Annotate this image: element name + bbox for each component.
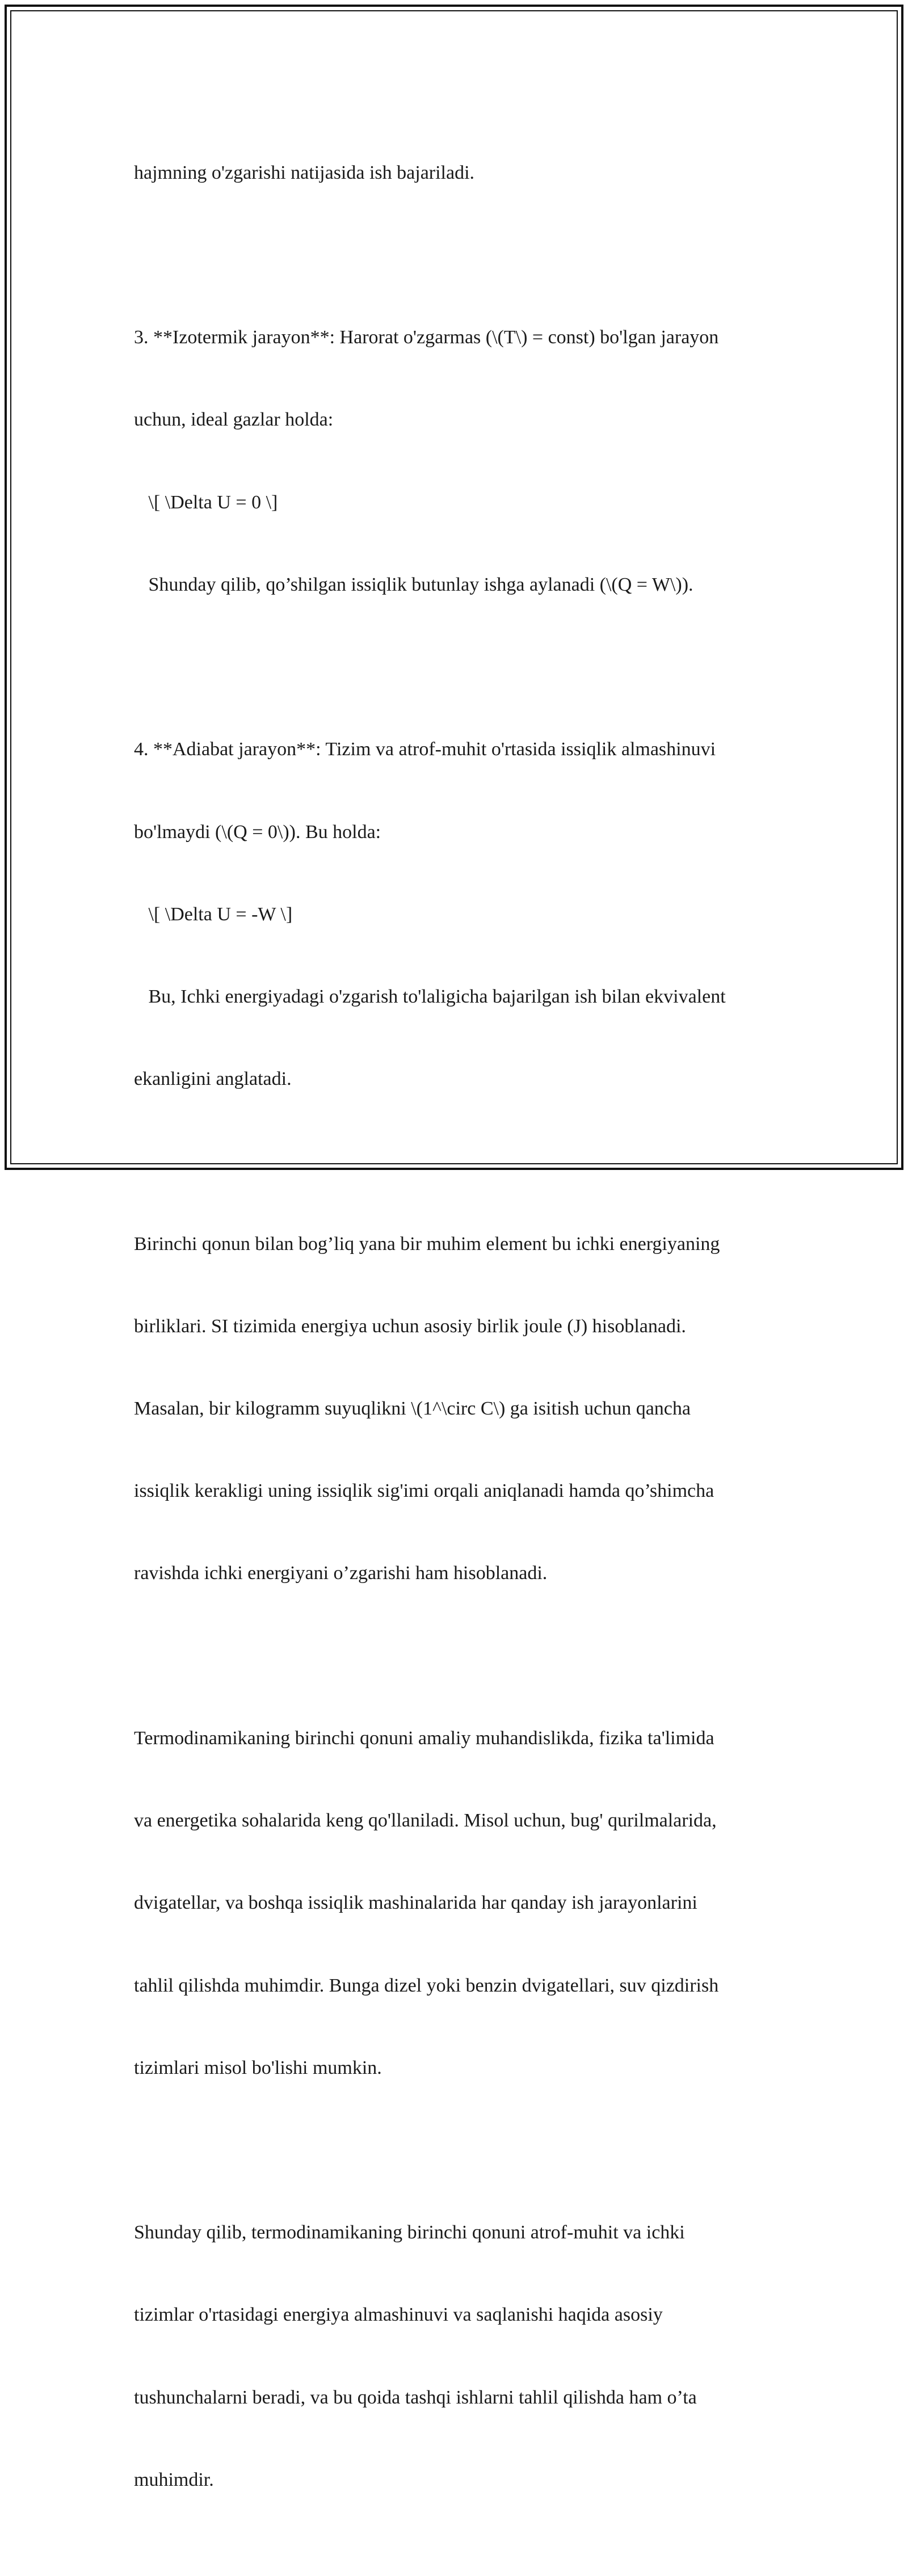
formula-line: \[ \Delta U = 0 \]: [134, 491, 278, 513]
text-line: Masalan, bir kilogramm suyuqlikni \(1^\circ C\) ga isitish uchun qancha: [134, 1398, 691, 1420]
text-line: hajmning o'zgarishi natijasida ish bajariladi.: [134, 162, 475, 183]
text-line: muhimdir.: [134, 2469, 214, 2490]
paragraph-conclusion: [134, 2164, 781, 2549]
text-line: tizimlari misol bo'lishi mumkin.: [134, 2057, 382, 2078]
formula-line: \[ \Delta U = -W \]: [134, 903, 293, 925]
text-line: 3. **Izotermik jarayon**: Harorat o'zgarmas (\(T\) = const) bo'lgan jarayon: [134, 327, 719, 348]
paragraph-1: [134, 104, 781, 242]
paragraph-applications: [134, 1670, 781, 2137]
paragraph-units: [134, 1176, 781, 1643]
text-line: birliklari. SI tizimida energiya uchun asosiy birlik joule (J) hisoblanadi.: [134, 1315, 686, 1337]
text-line: issiqlik kerakligi uning issiqlik sig'imi orqali aniqlanadi hamda qo’shimcha: [134, 1480, 714, 1502]
document-body: [134, 104, 781, 2576]
text-line: tushunchalarni beradi, va bu qoida tashqi ishlarni tahlil qilishda ham o’ta: [134, 2386, 697, 2408]
text-line: Termodinamikaning birinchi qonuni amaliy muhandislikda, fizika ta'limida: [134, 1727, 714, 1749]
text-line: va energetika sohalarida keng qo'llaniladi. Misol uchun, bug' qurilmalarida,: [134, 1810, 717, 1832]
text-line: Shunday qilib, qo’shilgan issiqlik butunlay ishga aylanadi (\(Q = W\)).: [134, 574, 693, 595]
text-line: ravishda ichki energiyani o’zgarishi ham hisoblanadi.: [134, 1563, 548, 1584]
text-line: dvigatellar, va boshqa issiqlik mashinalarida har qanday ish jarayonlarini: [134, 1892, 697, 1914]
text-line: Bu, Ichki energiyadagi o'zgarish to'laligicha bajarilgan ish bilan ekvivalent: [134, 986, 726, 1007]
paragraph-adiabatic: [134, 681, 781, 1148]
text-line: tizimlar o'rtasidagi energiya almashinuvi va saqlanishi haqida asosiy: [134, 2304, 663, 2326]
text-line: Shunday qilib, termodinamikaning birinchi qonuni atrof-muhit va ichki: [134, 2222, 685, 2244]
text-line: 4. **Adiabat jarayon**: Tizim va atrof-muhit o'rtasida issiqlik almashinuvi: [134, 739, 716, 760]
text-line: uchun, ideal gazlar holda:: [134, 409, 334, 431]
paragraph-isothermal: [134, 269, 781, 654]
text-line: tahlil qilishda muhimdir. Bunga dizel yoki benzin dvigatellari, suv qizdirish: [134, 1975, 719, 1996]
text-line: Birinchi qonun bilan bog’liq yana bir muhim element bu ichki energiyaning: [134, 1233, 720, 1255]
text-line: ekanligini anglatadi.: [134, 1068, 292, 1090]
text-line: bo'lmaydi (\(Q = 0\)). Bu holda:: [134, 821, 381, 843]
